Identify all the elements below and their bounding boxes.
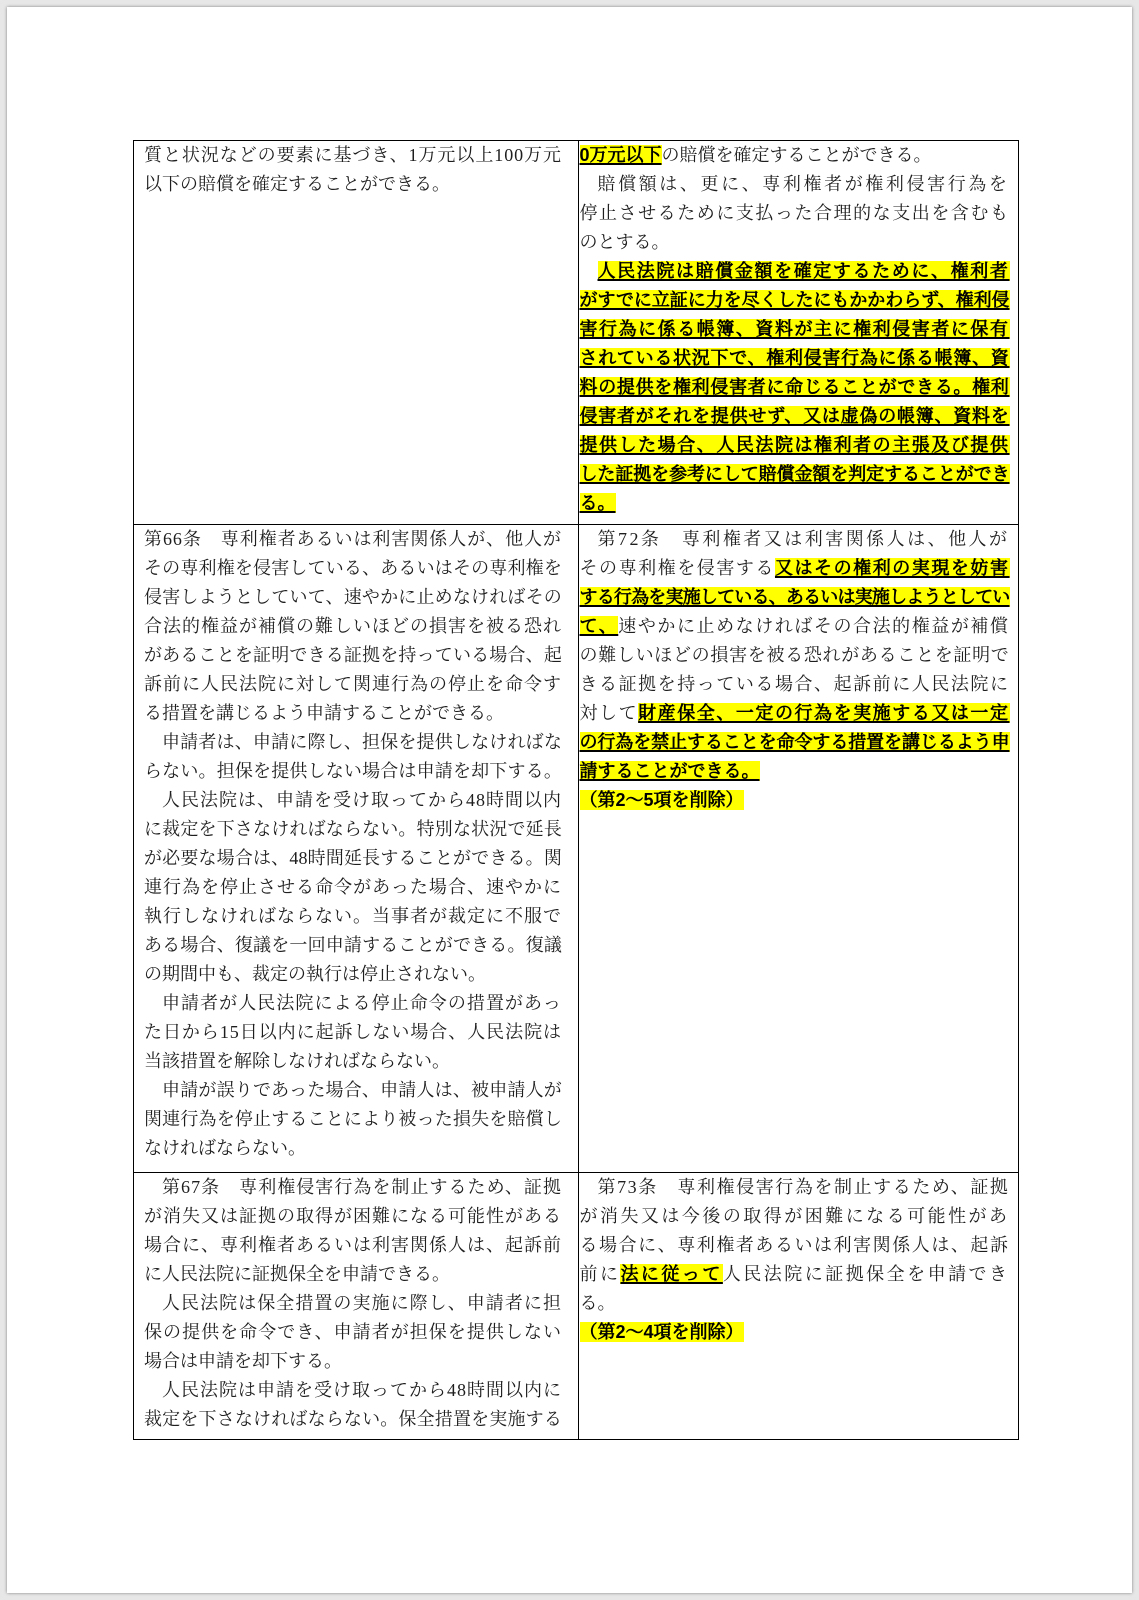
text-line [144, 960, 562, 989]
text-line [580, 344, 1010, 373]
text-line [144, 873, 562, 902]
text-line [580, 1173, 1010, 1202]
text-line [580, 728, 1010, 757]
line-text: が消失又は今後の取得が困難になる可能性があ [579, 1205, 1010, 1226]
text-line [144, 612, 562, 641]
highlighted-text: されている状況下で、権利侵害行為に係る帳簿、資 [579, 348, 1010, 368]
text-segment: 対して [579, 702, 639, 723]
row-1-left-cell [134, 141, 579, 525]
line-text [580, 703, 1010, 723]
text-line [144, 1134, 562, 1163]
deletion-note: （第2～4項を削除） [579, 1321, 744, 1342]
highlighted-text: て、 [579, 615, 619, 636]
text-line [580, 583, 1010, 612]
line-text: 関連行為を停止することにより被った損失を賠償し [144, 1108, 562, 1129]
line-text [580, 145, 932, 165]
highlighted-text: した証拠を参考にして賠償金額を判定することができ [579, 464, 1010, 484]
text-line [144, 1173, 562, 1202]
row-3-right-cell [579, 1173, 1019, 1440]
line-text: の期間中も、裁定の執行は停止されない。 [144, 963, 486, 984]
text-line [144, 1318, 562, 1347]
line-text: 申請者が人民法院による停止命令の措置があっ [162, 992, 562, 1013]
text-line [580, 1318, 1010, 1347]
text-line [580, 170, 1010, 199]
highlighted-text: する行為を実施している、あるいは実施しようとしてい [579, 586, 1010, 607]
text-line [580, 257, 1010, 286]
line-text: る場合に、専利権者あるいは利害関係人は、起訴 [579, 1234, 1010, 1255]
line-text: 質と状況などの要素に基づき、1万元以上100万元 [144, 145, 562, 165]
text-line [580, 670, 1010, 699]
text-line [580, 460, 1010, 489]
text-line [580, 757, 1010, 786]
line-text: 保の提供を命令でき、申請者が担保を提供しない [144, 1321, 562, 1342]
line-text: る。 [579, 1292, 616, 1313]
text-line [144, 583, 562, 612]
text-line [580, 228, 1010, 257]
text-line [144, 902, 562, 931]
text-line [580, 373, 1010, 402]
highlighted-text: 人民法院は賠償金額を確定するために、権利者 [597, 261, 1010, 281]
text-line [580, 1260, 1010, 1289]
text-segment: 速やかに止めなければその合法的権益が補償 [618, 615, 1010, 636]
text-line [580, 199, 1010, 228]
row-2-right-cell [579, 525, 1019, 1173]
text-line [580, 699, 1010, 728]
line-text: 侵害しようとしていて、速やかに止めなければその [144, 586, 562, 607]
highlighted-text: 侵害者がそれを提供せず、又は虚偽の帳簿、資料を [579, 406, 1010, 426]
text-line [144, 1047, 562, 1076]
text-line [144, 141, 562, 170]
line-text: なければならない。 [144, 1137, 306, 1158]
line-text: 第66条 専利権者あるいは利害関係人が、他人が [144, 528, 562, 549]
line-text: 執行しなければならない。当事者が裁定に不服で [144, 905, 562, 926]
text-segment: の賠償を確定することができる。 [661, 145, 932, 165]
text-line [144, 989, 562, 1018]
line-text: 人民法院は、申請を受け取ってから48時間以内 [162, 789, 562, 810]
text-line [580, 1289, 1010, 1318]
text-line [580, 286, 1010, 315]
line-text: が必要な場合は、48時間延長することができる。関 [144, 847, 562, 868]
document-page [7, 7, 1132, 1593]
line-text: の難しいほどの損害を被る恐れがあることを証明で [579, 644, 1010, 665]
line-text: 停止させるために支払った合理的な支出を含むも [579, 203, 1010, 223]
text-line [144, 1347, 562, 1376]
text-line [580, 402, 1010, 431]
line-text: 場合に、専利権者あるいは利害関係人は、起訴前 [144, 1234, 562, 1255]
line-text: 人民法院は申請を受け取ってから48時間以内に [162, 1379, 562, 1400]
line-text: 第72条 専利権者又は利害関係人は、他人が [597, 528, 1010, 549]
text-line [580, 431, 1010, 460]
line-text: が消失又は証拠の取得が困難になる可能性がある [144, 1205, 562, 1226]
line-text: 当該措置を解除しなければならない。 [144, 1050, 450, 1071]
text-line [580, 1202, 1010, 1231]
text-line [144, 554, 562, 583]
line-text: 訴前に人民法院に対して関連行為の停止を命令す [144, 673, 562, 694]
comparison-table [133, 140, 1019, 1440]
line-text: のとする。 [579, 232, 670, 252]
text-line [144, 1376, 562, 1405]
text-line [144, 757, 562, 786]
text-line [144, 641, 562, 670]
line-text: その専利権を侵害している、あるいはその専利権を [144, 557, 562, 578]
text-line [580, 554, 1010, 583]
line-text: 人民法院は保全措置の実施に際し、申請者に担 [162, 1292, 562, 1313]
line-text: に人民法院に証拠保全を申請できる。 [144, 1263, 450, 1284]
text-line [580, 489, 1010, 518]
text-segment: 人民法院に証拠保全を申請でき [722, 1263, 1010, 1284]
text-line [144, 728, 562, 757]
line-text: 第67条 専利権侵害行為を制止するため、証拠 [162, 1176, 562, 1197]
text-line [580, 786, 1010, 815]
text-line [144, 844, 562, 873]
text-line [144, 670, 562, 699]
text-line [144, 1105, 562, 1134]
deletion-note: （第2～5項を削除） [579, 789, 744, 810]
line-text: きる証拠を持っている場合、起訴前に人民法院に [579, 673, 1010, 694]
highlighted-text: 0万元以下 [579, 145, 662, 165]
line-text: た日から15日以内に起訴しない場合、人民法院は [144, 1021, 562, 1042]
row-3-left-cell [134, 1173, 579, 1440]
line-text: 申請が誤りであった場合、申請人は、被申請人が [162, 1079, 562, 1100]
text-line [580, 1231, 1010, 1260]
text-line [580, 141, 1010, 170]
text-line [144, 1018, 562, 1047]
line-text: 以下の賠償を確定することができる。 [144, 174, 450, 194]
text-segment: 前に [579, 1263, 621, 1284]
highlighted-text: 害行為に係る帳簿、資料が主に権利侵害者に保有 [579, 319, 1010, 339]
highlighted-text: がすでに立証に力を尽くしたにもかかわらず、権利侵 [579, 290, 1010, 310]
line-text: 申請者は、申請に際し、担保を提供しなければな [162, 731, 562, 752]
row-1-right-cell [579, 141, 1019, 525]
highlighted-text: 請することができる。 [579, 760, 760, 781]
line-text: 第73条 専利権侵害行為を制止するため、証拠 [597, 1176, 1010, 1197]
line-text: 合法的権益が補償の難しいほどの損害を被る恐れ [144, 615, 562, 636]
text-line [580, 641, 1010, 670]
highlighted-text: 財産保全、一定の行為を実施する又は一定 [638, 702, 1010, 723]
highlighted-text: 料の提供を権利侵害者に命じることができる。権利 [579, 377, 1010, 397]
highlighted-text: 又はその権利の実現を妨害 [774, 557, 1010, 578]
text-line [144, 170, 562, 199]
highlighted-text: 法に従って [620, 1263, 723, 1284]
row-2-left-cell [134, 525, 579, 1173]
text-line [580, 315, 1010, 344]
line-text [580, 1264, 1010, 1284]
text-line [144, 1289, 562, 1318]
line-text: る措置を講じるよう申請することができる。 [144, 702, 504, 723]
line-text: に裁定を下さなければならない。特別な状況で延長 [144, 818, 562, 839]
text-line [144, 815, 562, 844]
highlighted-text: 提供した場合、人民法院は権利者の主張及び提供 [579, 435, 1010, 455]
text-line [144, 1405, 562, 1434]
line-text: 場合は申請を却下する。 [144, 1350, 342, 1371]
text-line [144, 525, 562, 554]
text-line [144, 1260, 562, 1289]
line-text: らない。担保を提供しない場合は申請を却下する。 [144, 760, 562, 781]
text-line [144, 786, 562, 815]
highlighted-text: る。 [579, 493, 616, 513]
line-text: ある場合、復議を一回申請することができる。復議 [144, 934, 562, 955]
text-line [144, 931, 562, 960]
text-segment: その専利権を侵害する [579, 557, 775, 578]
text-line [144, 1231, 562, 1260]
text-line [144, 1076, 562, 1105]
text-line [580, 525, 1010, 554]
line-text: 裁定を下さなければならない。保全措置を実施する [144, 1408, 562, 1429]
text-line [580, 612, 1010, 641]
line-text [580, 616, 1010, 636]
line-text: 連行為を停止させる命令があった場合、速やかに [144, 876, 562, 897]
text-line [144, 1202, 562, 1231]
highlighted-text: の行為を禁止することを命令する措置を講じるよう申 [579, 731, 1010, 752]
text-line [144, 699, 562, 728]
line-text: 賠償額は、更に、専利権者が権利侵害行為を [597, 174, 1010, 194]
line-text [580, 558, 1010, 578]
line-text: があることを証明できる証拠を持っている場合、起 [144, 644, 562, 665]
